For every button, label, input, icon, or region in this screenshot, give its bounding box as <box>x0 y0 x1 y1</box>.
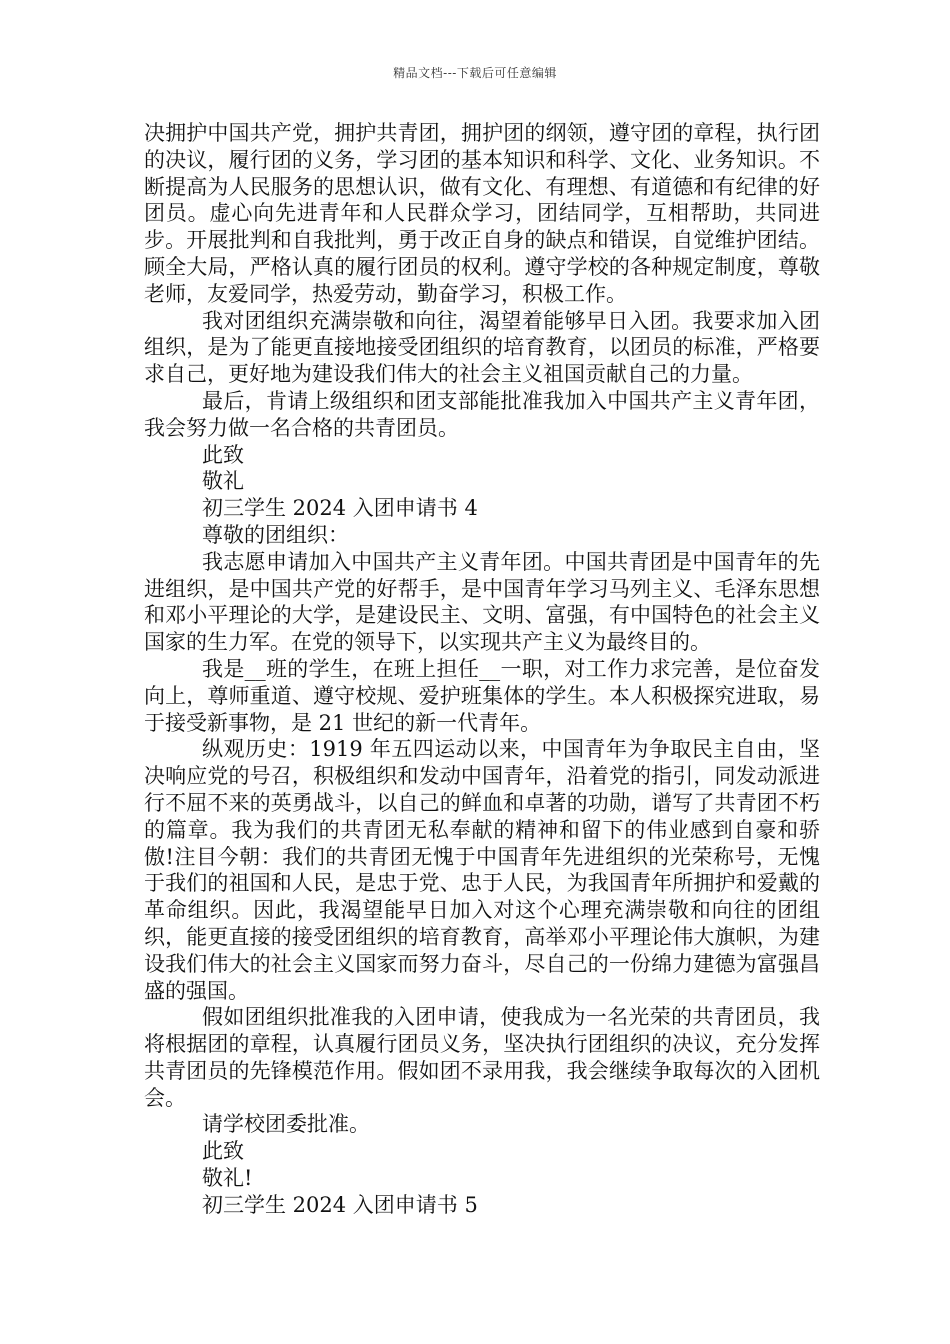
paragraph-request: 最后，肯请上级组织和团支部能批准我加入中国共产主义青年团，我会努力做一名合格的共青团员。 <box>144 388 820 440</box>
document-body <box>144 120 820 1219</box>
paragraph-aspiration: 我对团组织充满崇敬和向往，渴望着能够早日入团。我要求加入团组织，是为了能更直接地接受团组织的培育教育，以团员的标准，严格要求自己，更好地为建设我们伟大的社会主义祖国贡献自己的力量。 <box>144 308 820 387</box>
paragraph-self-intro: 我是__班的学生，在班上担任__一职，对工作力求完善，是位奋发向上，尊师重道、遵守校规、爱护班集体的学生。本人积极探究进取，易于接受新事物，是 21 世纪的新一代青年。 <box>144 656 820 735</box>
salutation: 尊敬的团组织： <box>202 522 349 547</box>
section-title-4: 初三学生 2024 入团申请书 4 <box>202 496 478 521</box>
paragraph-continued: 决拥护中国共产党，拥护共青团，拥护团的纲领，遵守团的章程，执行团的决议，履行团的义务，学习团的基本知识和科学、文化、业务知识。不断提高为人民服务的思想认识，做有文化、有理想、有道德和有纪律的好团员。虚心向先进青年和人民群众学习，团结同学，互相帮助，共同进步。开展批判和自我批判，勇于改正自身的缺点和错误，自觉维护团结。顾全大局，严格认真的履行团员的权利。遵守学校的各种规定制度，尊敬老师，友爱同学，热爱劳动，勤奋学习，积极工作。 <box>144 121 820 306</box>
approval-request: 请学校团委批准。 <box>202 1112 370 1137</box>
closing-jingli-2: 敬礼! <box>202 1166 253 1191</box>
paragraph-commitment: 假如团组织批准我的入团申请，使我成为一名光荣的共青团员，我将根据团的章程，认真履行团员义务，坚决执行团组织的决议，充分发挥共青团员的先锋模范作用。假如团不录用我，我会继续争取每次的入团机会。 <box>144 1005 820 1110</box>
section-title-5: 初三学生 2024 入团申请书 5 <box>202 1192 478 1217</box>
page-header: 精品文档---下载后可任意编辑 <box>393 66 557 80</box>
closing-cizhi: 此致 <box>202 442 244 467</box>
closing-cizhi-2: 此致 <box>202 1139 244 1164</box>
paragraph-history: 纵观历史：1919 年五四运动以来，中国青年为争取民主自由，坚决响应党的号召，积极组织和发动中国青年，沿着党的指引，同发动派进行不屈不来的英勇战斗，以自己的鲜血和卓著的功勋，谱写了共青团不朽的篇章。我为我们的共青团无私奉献的精神和留下的伟业感到自豪和骄傲!注目今朝：我们的共青团无愧于中国青年先进组织的光荣称号，无愧于我们的祖国和人民，是忠于党、忠于人民，为我国青年所拥护和爱戴的革命组织。因此，我渴望能早日加入对这个心理充满崇敬和向往的团组织，能更直接的接受团组织的培育教育，高举邓小平理论伟大旗帜，为建设我们伟大的社会主义国家而努力奋斗，尽自己的一份绵力建德为富强昌盛的强国。 <box>144 737 820 1003</box>
closing-jingli: 敬礼 <box>202 469 244 494</box>
paragraph-application: 我志愿申请加入中国共产主义青年团。中国共青团是中国青年的先进组织，是中国共产党的好帮手，是中国青年学习马列主义、毛泽东思想和邓小平理论的大学，是建设民主、文明、富强，有中国特色的社会主义国家的生力军。在党的领导下，以实现共产主义为最终目的。 <box>144 549 820 655</box>
